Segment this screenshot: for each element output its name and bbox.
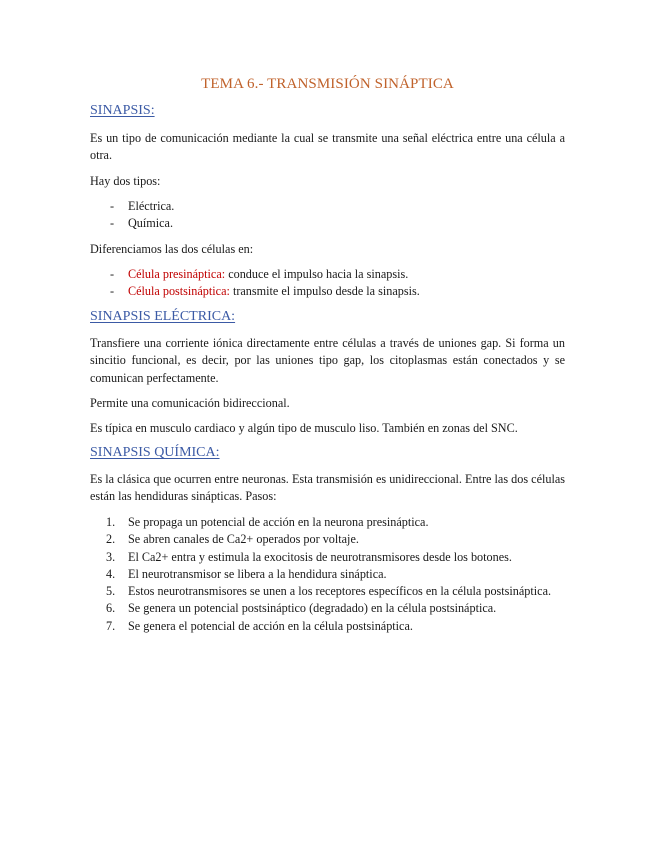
step-number: 2.	[106, 532, 116, 547]
step-number: 4.	[106, 566, 116, 581]
sinapsis-intro: Es un tipo de comunicación mediante la cual se transmite una señal eléctrica entre una célula a otra.	[90, 131, 565, 163]
list-item: 4. El neurotransmisor se libera a la hendidura sináptica.	[90, 566, 565, 583]
electrica-p2: Permite una comunicación bidireccional.	[90, 396, 290, 410]
term-presinaptica: Célula presináptica:	[128, 267, 226, 281]
term-postsinaptica: Célula postsináptica:	[128, 284, 230, 299]
list-item: - Célula postsináptica: transmite el impulso desde la sinapsis.	[90, 283, 565, 300]
step-number: 7.	[106, 618, 116, 633]
heading-sinapsis-electrica: SINAPSIS ELÉCTRICA:	[90, 309, 236, 324]
step-number: 1.	[106, 515, 116, 529]
list-item: - Célula presináptica: conduce el impulso hacia la sinapsis.	[90, 266, 565, 283]
electrica-p3: Es típica en musculo cardiaco y algún tipo de musculo liso. También en zonas del SNC.	[90, 421, 518, 435]
dash-marker: -	[110, 267, 115, 281]
dash-marker: -	[110, 216, 115, 231]
celulas-list	[90, 266, 565, 301]
quimica-p1: Es la clásica que ocurren entre neuronas. Esta transmisión es unidireccional. Entre las dos células están las hendiduras sinápticas. Pasos:	[90, 472, 565, 504]
pasos-list	[90, 514, 565, 635]
dash-marker: -	[110, 199, 115, 213]
list-item: 1. Se propaga un potencial de acción en la neurona presináptica.	[90, 514, 565, 531]
tipos-lead: Hay dos tipos:	[90, 174, 161, 188]
list-item: - Eléctrica.	[90, 198, 565, 215]
list-item: 3. El Ca2+ entra y estimula la exocitosis de neurotransmisores desde los botones.	[90, 549, 565, 566]
step-number: 5.	[106, 584, 116, 599]
list-item: 7. Se genera el potencial de acción en la célula postsináptica.	[90, 618, 565, 635]
diferencias-lead: Diferenciamos las dos células en:	[90, 242, 254, 256]
heading-sinapsis: SINAPSIS:	[90, 103, 155, 118]
step-number: 6.	[106, 601, 116, 616]
list-item: - Química.	[90, 215, 565, 232]
heading-sinapsis-quimica: SINAPSIS QUÍMICA:	[90, 445, 220, 460]
step-number: 3.	[106, 549, 116, 564]
tipos-list	[90, 198, 565, 233]
list-item: 6. Se genera un potencial postsináptico (degradado) en la célula postsináptica.	[90, 600, 565, 617]
dash-marker: -	[110, 284, 115, 299]
page-title: TEMA 6.- TRANSMISIÓN SINÁPTICA	[201, 76, 454, 92]
list-item: 5. Estos neurotransmisores se unen a los receptores específicos en la célula postsináptica.	[90, 583, 565, 600]
electrica-p1: Transfiere una corriente iónica directamente entre células a través de uniones gap. Si forma un sincitio funcional, es decir, por las uniones tipo gap, los citoplasmas están conectados y se comunican perfectamente.	[90, 336, 565, 385]
list-item: 2. Se abren canales de Ca2+ operados por voltaje.	[90, 531, 565, 548]
